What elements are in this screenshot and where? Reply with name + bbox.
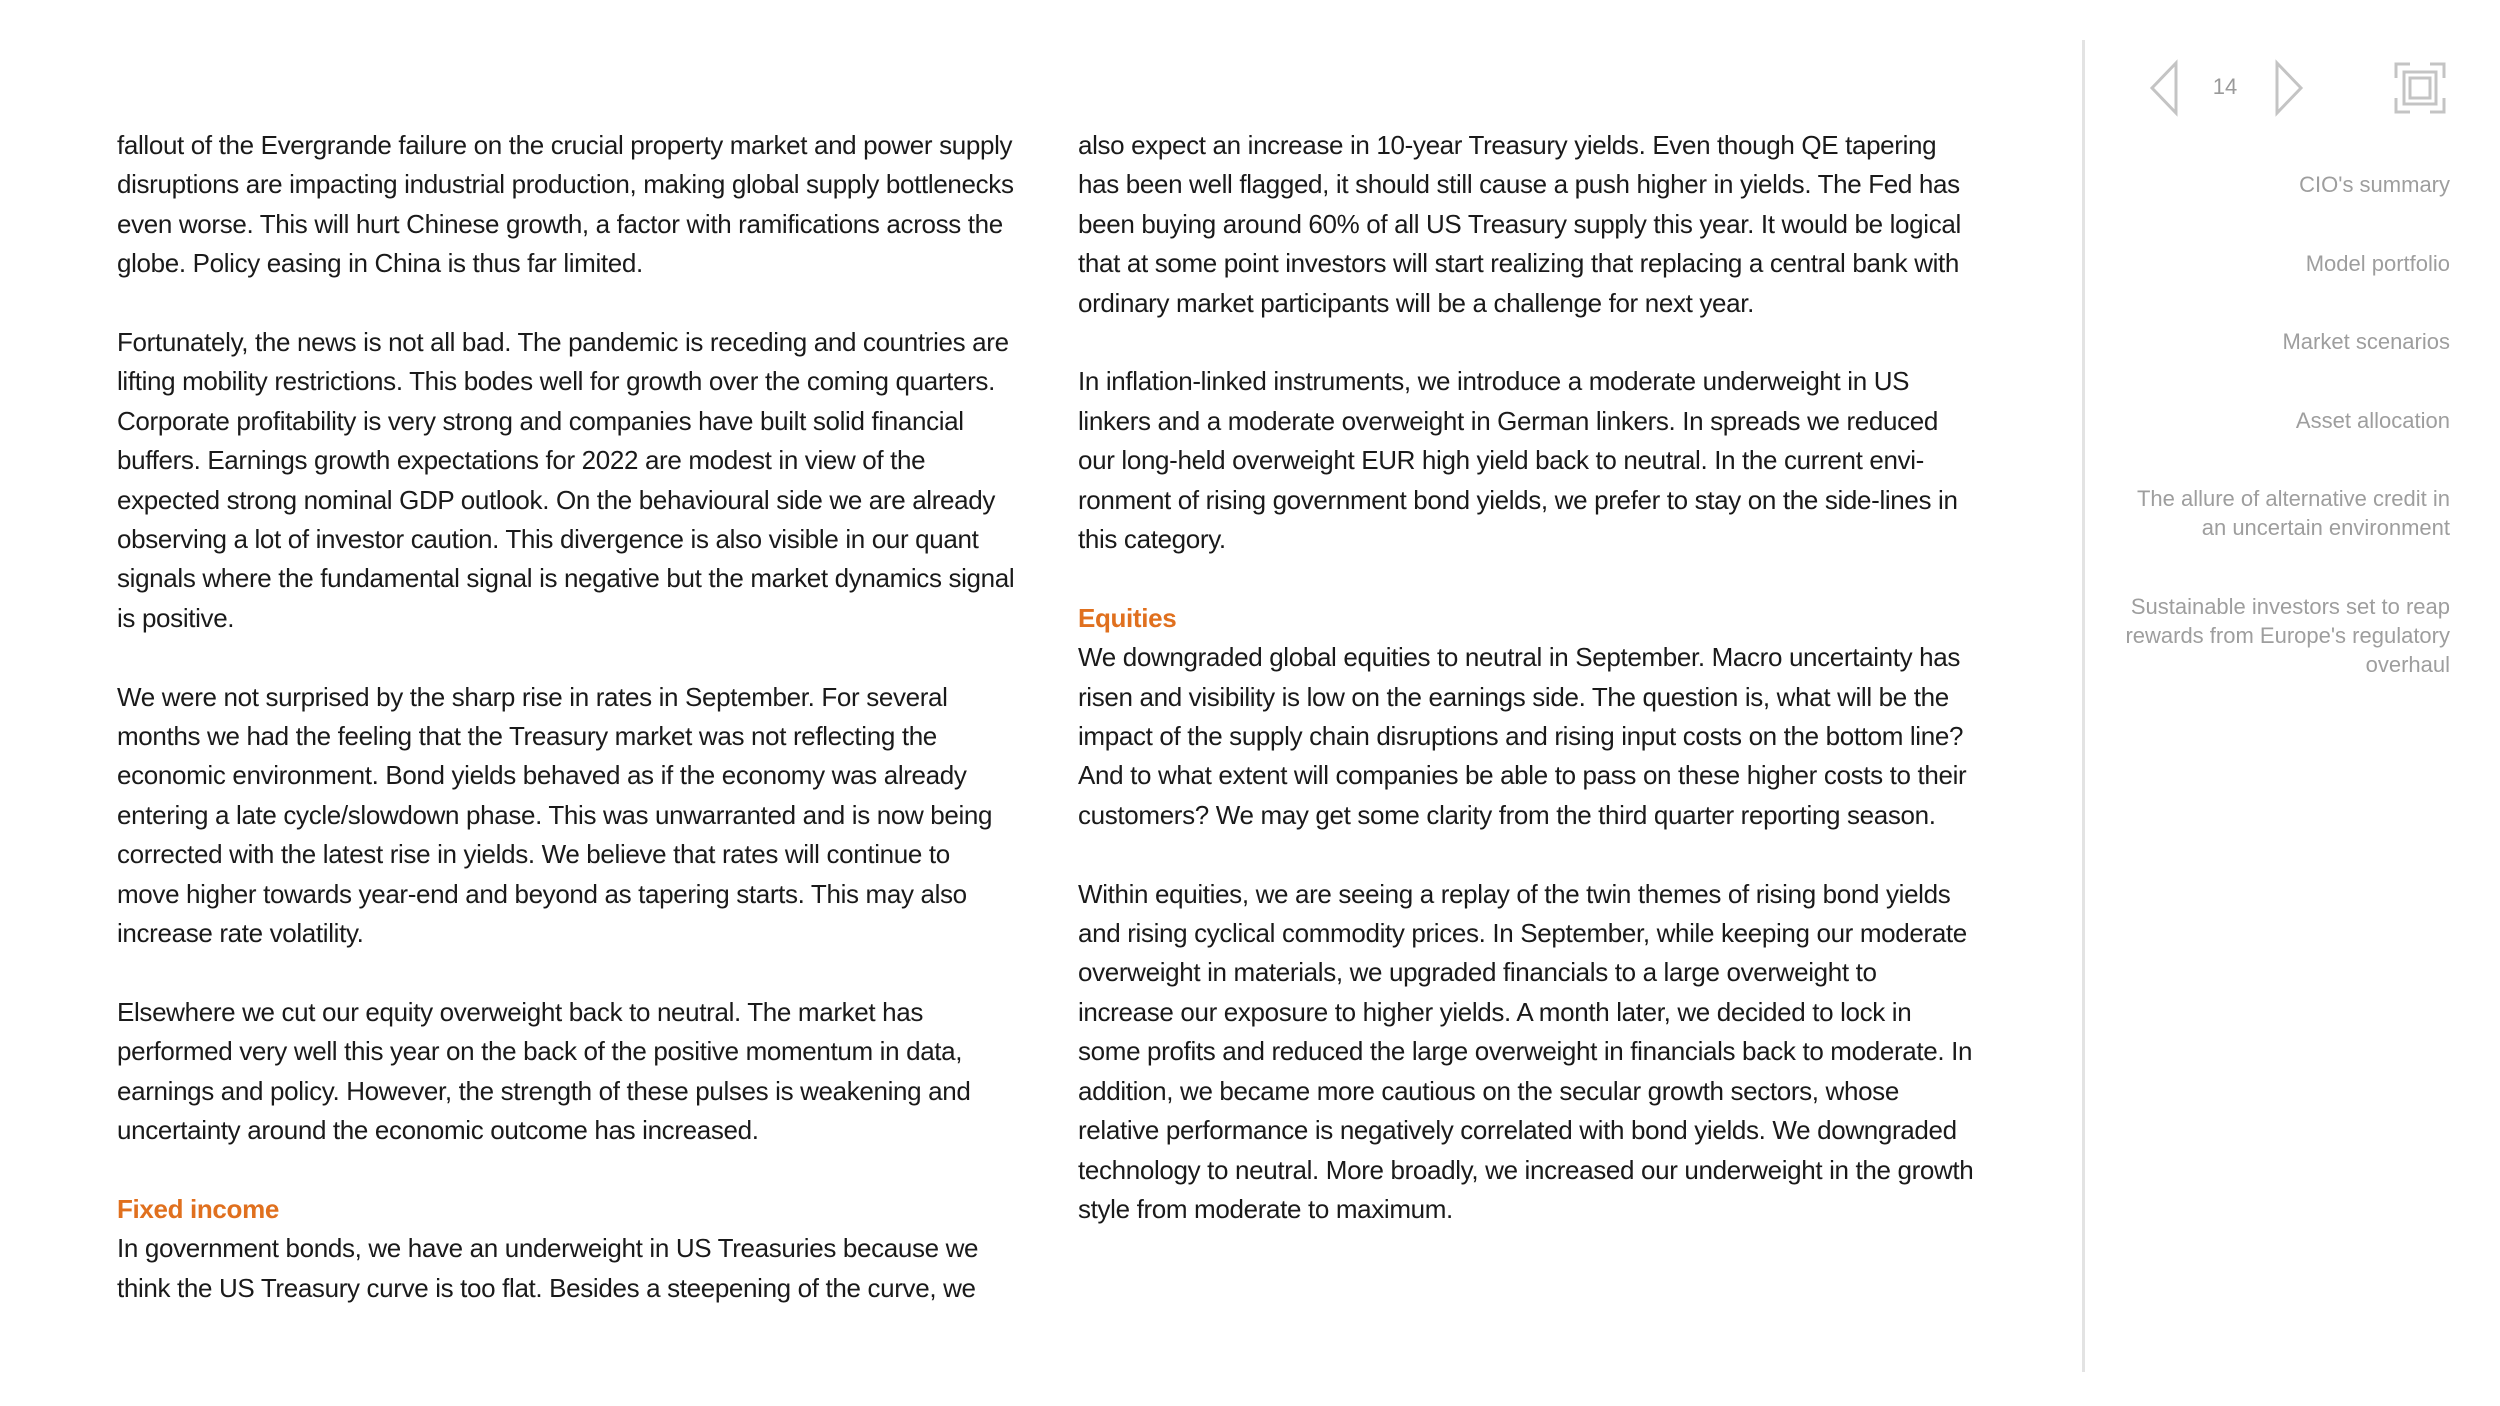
left-paragraph-5: In government bonds, we have an underweight in US Treasuries because we think the US Treasury curve is too flat. Besides a steepening of the curve, we bbox=[117, 1233, 979, 1303]
left-paragraph-4: Elsewhere we cut our equity overweight back to neutral. The market has performed very well this year on the back of the positive momentum in data, earnings and policy. However, the strength of these pulses is weakening and uncertainty around the economic outcome has increased. bbox=[117, 996, 971, 1146]
right-paragraph-3: We downgraded global equities to neutral in September. Macro uncertainty has risen and visibility is low on the earnings side. The question is, what will be the impact of the supply chain disruptions and rising input costs on the bottom line? And to what extent will companies be able to pass on these higher costs to their customers? We may get some clarity from the third quarter reporting season. bbox=[1078, 642, 1967, 830]
toc-item-cios-summary[interactable]: CIO's summary bbox=[2299, 172, 2450, 197]
left-paragraph-1: fallout of the Evergrande failure on the crucial property market and power supply disruptions are impacting industrial production, making global supply bottlenecks even worse. This will hurt Chinese growth, a factor with ramifications across the globe. Policy easing in China is thus far limited. bbox=[117, 130, 1014, 279]
right-paragraph-1: also expect an increase in 10-year Treasury yields. Even though QE tapering has been well flagged, it should still cause a push higher in yields. The Fed has been buying around 60% of all US Treasury supply this year. It would be logical that at some point investors will start realizing that replacing a central bank with ordinary market participants will be a challenge for next year. bbox=[1078, 130, 1961, 318]
page-number: 14 bbox=[2212, 74, 2238, 99]
toc-item-market-scenarios[interactable]: Market scenarios bbox=[2282, 329, 2450, 354]
chevron-right-icon bbox=[2268, 58, 2308, 118]
fullscreen-button[interactable] bbox=[2394, 62, 2446, 114]
toc-item-asset-allocation[interactable]: Asset allocation bbox=[2295, 407, 2450, 433]
right-text-column bbox=[1078, 126, 1978, 1269]
fixed-income-heading: Fixed income bbox=[117, 1193, 279, 1224]
next-page-button[interactable] bbox=[2268, 58, 2308, 118]
equities-heading: Equities bbox=[1078, 602, 1177, 633]
right-paragraph-4: Within equities, we are seeing a replay of the twin themes of rising bond yields and rising cyclical commodity prices. In September, while keeping our moderate overweight in materials, we upgraded financials to a large overweight to increase our exposure to higher yields. A month later, we decided to lock in some profits and reduced the large overweight in financials back to moderate. In addition, we became more cautious on the secular growth sectors, whose relative performance is negatively correlated with bond yields. We downgraded technology to neutral. More broadly, we increased our underweight in the growth style from moderate to maximum. bbox=[1078, 878, 1974, 1224]
expand-icon bbox=[2394, 62, 2446, 114]
sidebar-divider bbox=[2082, 40, 2085, 1372]
left-paragraph-3: We were not surprised by the sharp rise in rates in September. For several months we had the feeling that the Treasury market was not reflecting the economic environment. Bond yields behaved as if the economy was already entering a late cycle/slowdown phase. This was unwarranted and is now being corrected with the latest rise in yields. We believe that rates will continue to move higher towards year-end and beyond as tapering starts. This may also increase rate volatility. bbox=[117, 681, 993, 949]
toc-item-sustainable-investors[interactable]: Sustainable investors set to reap rewards from Europe's regulatory overhaul bbox=[2125, 593, 2450, 677]
toc-item-alternative-credit[interactable]: The allure of alternative credit in an uncertain environment bbox=[2136, 486, 2450, 540]
left-text-column bbox=[117, 126, 1017, 1348]
table-of-contents bbox=[2120, 170, 2450, 728]
left-paragraph-2: Fortunately, the news is not all bad. The pandemic is receding and countries are lifting mobility restrictions. This bodes well for growth over the coming quarters. Corporate profitability is very strong and companies have built solid financial buffers. Earnings growth expectations for 2022 are modest in view of the expected strong nominal GDP outlook. On the behavioural side we are already observing a lot of investor caution. This divergence is also visible in our quant signals where the fundamental signal is negative but the market dynamics signal is positive. bbox=[117, 327, 1015, 633]
toc-item-model-portfolio[interactable]: Model portfolio bbox=[2305, 250, 2450, 276]
chevron-left-icon bbox=[2145, 58, 2185, 118]
previous-page-button[interactable] bbox=[2145, 58, 2185, 118]
right-paragraph-2: In inflation-linked instruments, we introduce a moderate underweight in US linkers and a moderate overweight in German linkers. In spreads we reduced our long-held overweight EUR high yield back to neutral. In the current environment of rising government bond yields, we prefer to stay on the side-lines in this category. bbox=[1078, 366, 1958, 555]
